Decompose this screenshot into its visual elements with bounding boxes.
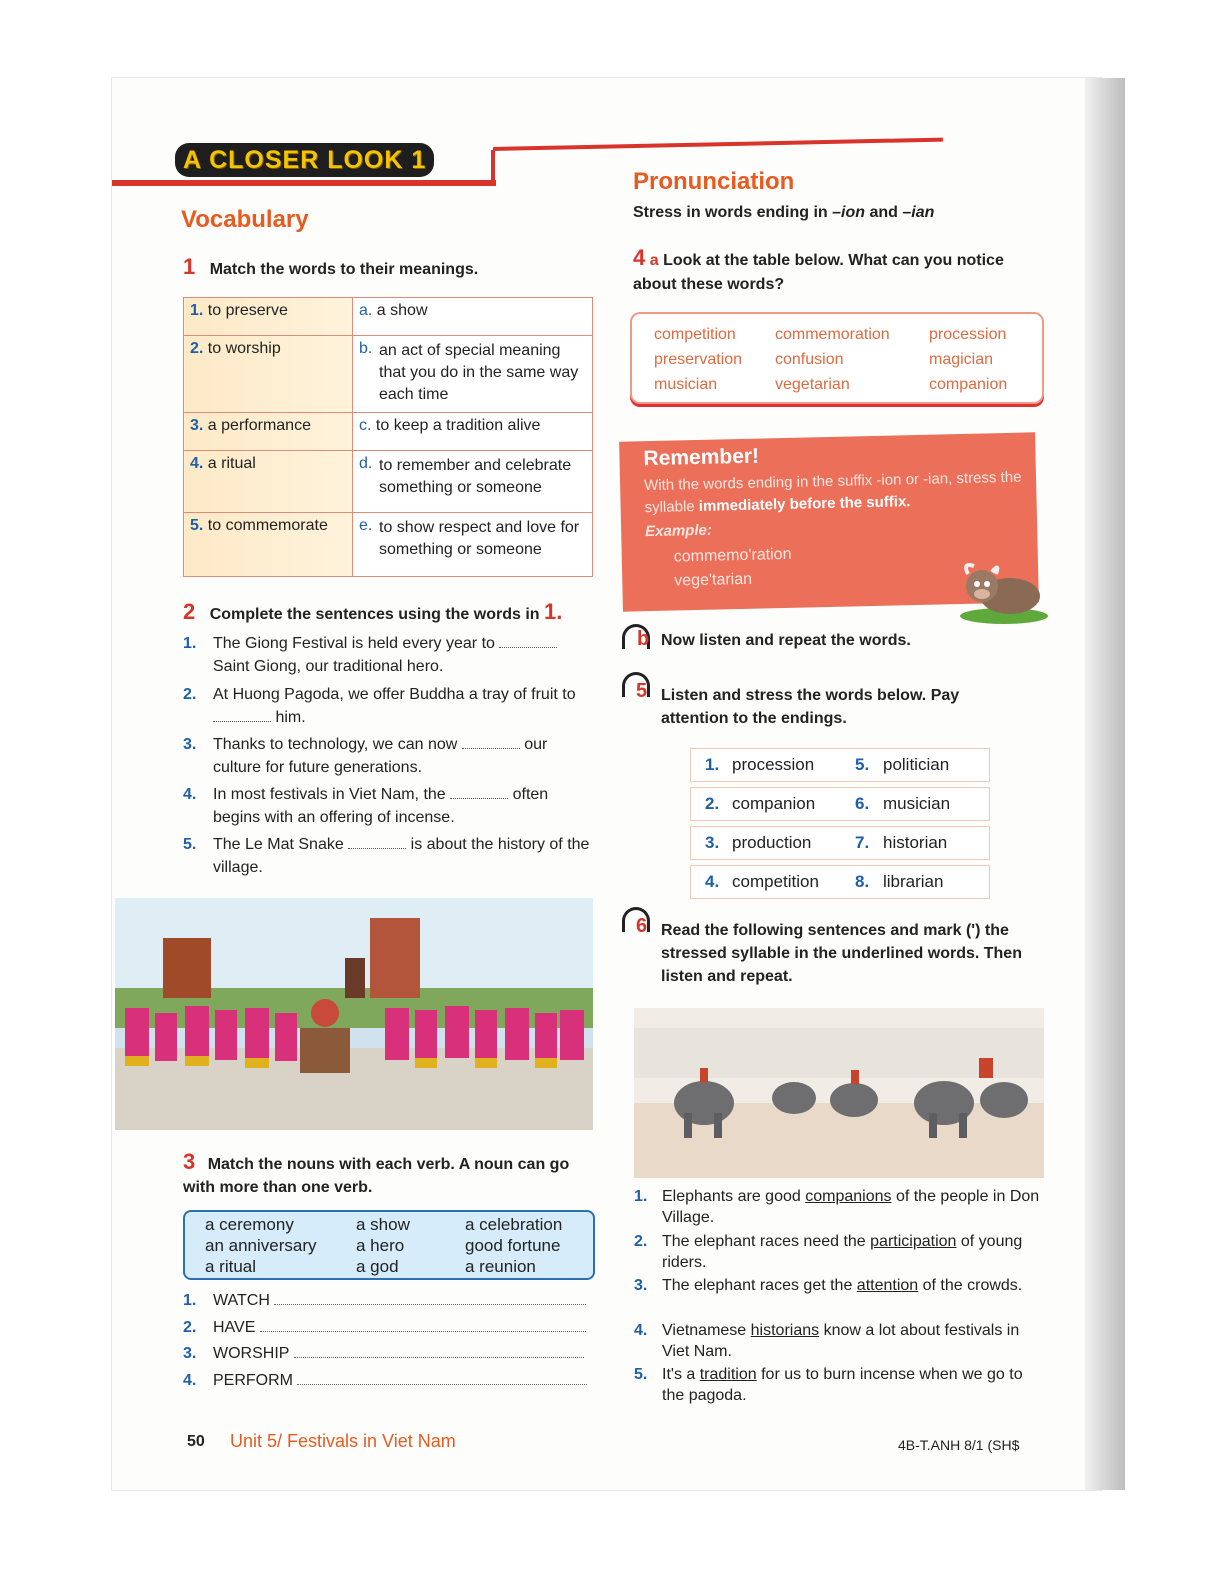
noun-item: a show xyxy=(356,1215,410,1234)
noun-item: an anniversary xyxy=(205,1236,317,1255)
unit-title: Unit 5/ Festivals in Viet Nam xyxy=(230,1431,456,1451)
word-row: 3. production 7. historian xyxy=(690,826,990,860)
table-cell-meaning: e. to show respect and love for something or someone xyxy=(353,513,593,577)
table-cell-meaning: c. to keep a tradition alive xyxy=(353,413,593,451)
answer-blank[interactable] xyxy=(348,836,406,849)
list-item: 3. Thanks to technology, we can now our culture for future generations. xyxy=(183,736,548,776)
noun-item: a ceremony xyxy=(205,1215,294,1234)
list-item: 2. At Huong Pagoda, we offer Buddha a tray of fruit to him. xyxy=(183,686,576,726)
table-cell-word: 4. a ritual xyxy=(184,451,353,513)
remember-rule: With the words ending in the suffix -ion or -ian, stress the syllable immediately before the suffix. xyxy=(643,468,1022,517)
answer-blank[interactable] xyxy=(213,709,271,722)
word-item: commemoration xyxy=(775,326,890,343)
verb-line: 3. WORSHIP xyxy=(183,1345,584,1363)
list-item: 4. In most festivals in Viet Nam, the often begins with an offering of incense. xyxy=(183,786,549,826)
verb-line: 2. HAVE xyxy=(183,1319,586,1337)
elephant-race-photo xyxy=(634,1008,1044,1178)
word-table xyxy=(630,312,1044,404)
word-item: companion xyxy=(929,376,1008,393)
table-cell-meaning: d. to remember and celebrate something or someone xyxy=(353,451,593,513)
page-number: 50 xyxy=(187,1433,205,1450)
answer-line[interactable] xyxy=(297,1384,587,1385)
word-item: preservation xyxy=(654,351,743,368)
word-item: vegetarian xyxy=(775,376,850,393)
noun-item: good fortune xyxy=(465,1236,561,1255)
word-row: 1. procession 5. politician xyxy=(690,748,990,782)
word-item: competition xyxy=(654,326,736,343)
answer-blank[interactable] xyxy=(450,786,508,799)
print-code: 4B-T.ANH 8/1 (SH$ xyxy=(898,1437,1020,1453)
page-edge-shadow xyxy=(1085,78,1125,1490)
section-badge: A CLOSER LOOK 1 xyxy=(175,143,434,177)
answer-blank[interactable] xyxy=(462,736,520,749)
answer-line[interactable] xyxy=(260,1331,586,1332)
festival-photo xyxy=(115,898,593,1130)
table-cell-word: 3. a performance xyxy=(184,413,353,451)
buffalo-illustration xyxy=(958,560,1050,624)
verb-line: 1. WATCH xyxy=(183,1292,586,1310)
pronunciation-subheading: Stress in words ending in –ion and –ian xyxy=(633,204,935,221)
list-item: 1. The Giong Festival is held every year to Saint Giong, our traditional hero. xyxy=(183,632,595,678)
answer-blank[interactable] xyxy=(499,635,557,648)
remember-title: Remember! xyxy=(643,444,760,471)
list-item: 5. It's a tradition for us to burn incense when we go to the pagoda. xyxy=(634,1366,1023,1404)
list-item: 4. Vietnamese historians know a lot about festivals in Viet Nam. xyxy=(634,1322,1020,1360)
vocabulary-heading: Vocabulary xyxy=(181,206,309,233)
pronunciation-heading: Pronunciation xyxy=(633,168,795,195)
noun-item: a god xyxy=(356,1257,399,1276)
word-row: 4. competition 8. librarian xyxy=(690,865,990,899)
table-cell-meaning: b. an act of special meaning that you do in the same way each time xyxy=(353,336,593,413)
exercise-2-header: 2 Complete the sentences using the words in 1. xyxy=(183,599,563,624)
table-cell-word: 2. to worship xyxy=(184,336,353,413)
table-cell-word: 1. to preserve xyxy=(184,298,353,336)
example-label: Example: xyxy=(644,521,713,541)
header-rule-vertical xyxy=(491,150,495,186)
list-item: 3. The elephant races get the attention of the crowds. xyxy=(634,1277,1023,1294)
list-item: 2. The elephant races need the participation of young riders. xyxy=(634,1233,1023,1271)
example-word: commemo'ration xyxy=(673,545,792,566)
exercise-instruction: Match the words to their meanings. xyxy=(209,261,479,278)
word-item: procession xyxy=(929,326,1007,343)
exercise-3-header: 3 Match the nouns with each verb. A noun can go with more than one verb. xyxy=(183,1149,570,1196)
noun-box xyxy=(183,1210,595,1280)
list-item: 1. Elephants are good companions of the people in Don Village. xyxy=(634,1188,1040,1226)
exercise-1-header xyxy=(183,254,478,280)
noun-item: a reunion xyxy=(465,1257,536,1276)
example-word: vege'tarian xyxy=(674,570,753,590)
word-item: confusion xyxy=(775,351,844,368)
word-item: magician xyxy=(929,351,994,368)
match-table xyxy=(183,297,593,577)
word-item: musician xyxy=(654,376,718,393)
verb-line: 4. PERFORM xyxy=(183,1372,587,1390)
word-row: 2. companion 6. musician xyxy=(690,787,990,821)
noun-item: a hero xyxy=(356,1236,405,1255)
table-cell-word: 5. to commemorate xyxy=(184,513,353,577)
exercise-number: 1 xyxy=(183,254,196,279)
table-cell-meaning: a. a show xyxy=(353,298,593,336)
exercise-4-header: 4 a Look at the table below. What can you notice about these words? xyxy=(633,245,1004,293)
noun-item: a celebration xyxy=(465,1215,563,1234)
list-item: 5. The Le Mat Snake is about the history of the village. xyxy=(183,836,590,876)
answer-line[interactable] xyxy=(294,1357,584,1358)
header-rule xyxy=(112,180,496,186)
noun-item: a ritual xyxy=(205,1257,257,1276)
answer-line[interactable] xyxy=(274,1304,586,1305)
